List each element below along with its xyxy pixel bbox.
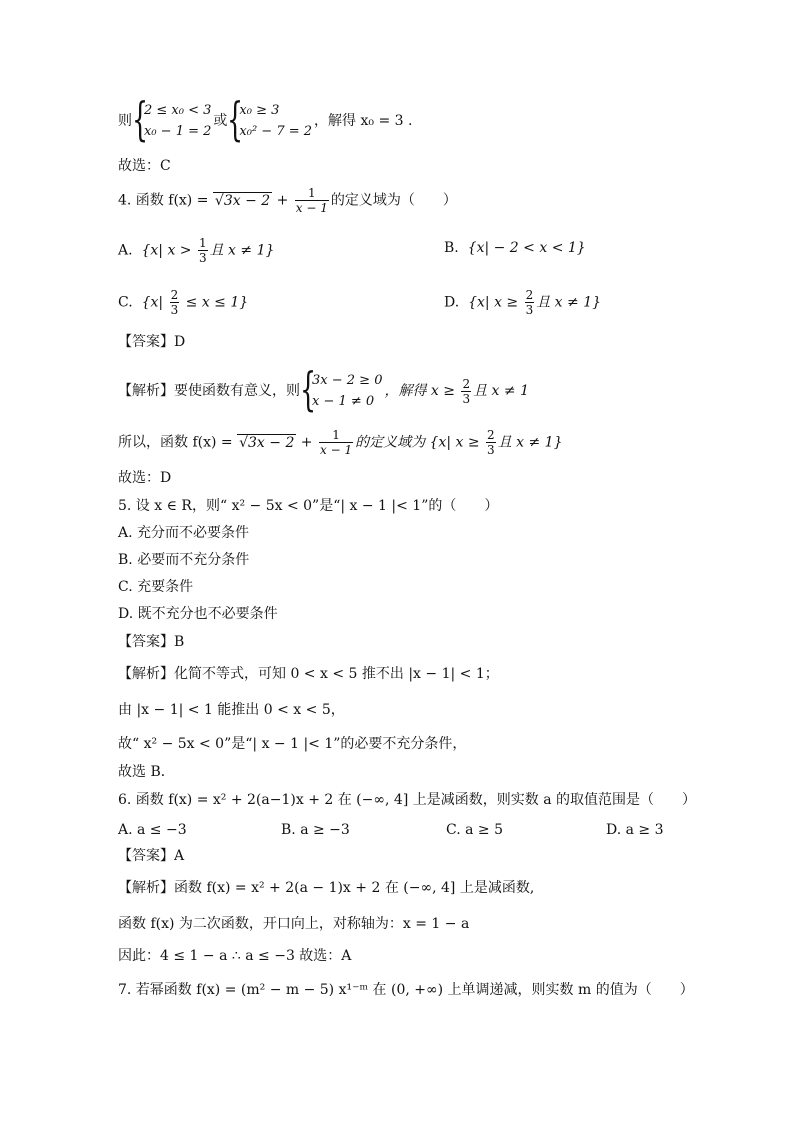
q4-option-a-den: 3 bbox=[198, 251, 207, 265]
q4-answer bbox=[118, 332, 185, 352]
q6-answer-value: A bbox=[174, 848, 185, 864]
q4-option-c-fraction bbox=[170, 288, 180, 317]
q4-analysis bbox=[118, 370, 529, 412]
q4-so-line bbox=[118, 428, 562, 457]
q6-answer-label: 【答案】 bbox=[118, 848, 174, 864]
q4-so-result-den: 3 bbox=[487, 443, 495, 457]
q4-so-pre: 所以，函数 f(x) = bbox=[118, 434, 238, 451]
q4-so-mid: 的定义域为 {x| x ≥ bbox=[355, 434, 485, 451]
q4-option-d-text-2: 且 x ≠ 1} bbox=[536, 294, 602, 311]
system-1-row-2: x₀ − 1 = 2 bbox=[144, 124, 212, 139]
q5-option-b: B. 必要而不充分条件 bbox=[118, 552, 250, 568]
q4-option-d-num: 2 bbox=[525, 288, 534, 302]
q4-so-post: 且 x ≠ 1} bbox=[497, 434, 563, 451]
q4-so-result-num: 2 bbox=[487, 428, 495, 442]
q6-analysis-label: 【解析】 bbox=[118, 880, 174, 896]
q6-analysis-3: 因此：4 ≤ 1 − a ∴ a ≤ −3 故选：A bbox=[118, 948, 352, 964]
q4-final: 故选：D bbox=[118, 470, 172, 486]
q5-option-c: C. 充要条件 bbox=[118, 579, 194, 595]
q4-fraction bbox=[295, 186, 329, 215]
q4-option-a-num: 1 bbox=[198, 236, 207, 250]
q5-stem: 5. 设 x ∈ R，则“ x² − 5x < 0”是“| x − 1 |< 1”的（ ） bbox=[118, 498, 499, 514]
q4-stem bbox=[118, 186, 457, 215]
q4-option-c-text-1: {x| bbox=[141, 294, 168, 311]
system-2-row-2: x₀² − 7 = 2 bbox=[239, 124, 313, 139]
q4-option-d bbox=[444, 288, 601, 317]
q5-analysis-3: 故“ x² − 5x < 0”是“| x − 1 |< 1”的必要不充分条件， bbox=[118, 736, 467, 752]
q4-plus: + bbox=[272, 192, 293, 209]
q4-option-d-label: D. bbox=[444, 294, 460, 311]
q4-analysis-label: 【解析】 bbox=[118, 383, 174, 399]
q6-analysis-1 bbox=[118, 878, 534, 898]
q4-option-c-label: C. bbox=[118, 294, 133, 311]
q4-so-plus: + bbox=[296, 434, 317, 451]
q4-option-d-fraction bbox=[525, 288, 535, 317]
q4-analysis-fraction bbox=[461, 377, 471, 406]
q7-stem: 7. 若幂函数 f(x) = (m² − m − 5) x¹⁻ᵐ 在 (0, +∞) 上单调递减，则实数 m 的值为（ ） bbox=[118, 982, 694, 998]
q6-option-b: B. a ≥ −3 bbox=[281, 822, 350, 838]
q6-analysis-2: 函数 f(x) 为二次函数，开口向上，对称轴为：x = 1 − a bbox=[118, 916, 470, 932]
q4-so-sqrt: √3x − 2 bbox=[239, 434, 295, 451]
q5-answer-value: B bbox=[174, 634, 185, 650]
q6-analysis-text-1: 函数 f(x) = x² + 2(a − 1)x + 2 在 (−∞, 4] 上是减函数, bbox=[174, 880, 535, 896]
q4-stem-suffix: 的定义域为（ ） bbox=[330, 192, 457, 209]
system-1 bbox=[134, 100, 211, 142]
q5-analysis-label: 【解析】 bbox=[118, 666, 174, 682]
q5-answer bbox=[118, 632, 184, 652]
q4-option-b-text: {x| − 2 < x < 1} bbox=[467, 240, 586, 256]
q4-option-a-text-1: {x| x > bbox=[141, 242, 196, 259]
q4-so-sqrt-content: 3x − 2 bbox=[248, 434, 295, 451]
q4-option-a bbox=[118, 236, 274, 265]
q5-analysis-text-1: 化简不等式，可知 0 < x < 5 推不出 |x − 1| < 1； bbox=[174, 666, 499, 682]
q4-analysis-system-row-2: x − 1 ≠ 0 bbox=[312, 394, 375, 409]
q5-option-d: D. 既不充分也不必要条件 bbox=[118, 606, 278, 622]
q4-analysis-system-row-1: { 3x − 2 ≥ 0 bbox=[312, 373, 383, 388]
q4-option-b bbox=[444, 238, 586, 258]
q4-analysis-post: 且 x ≠ 1 bbox=[473, 383, 529, 399]
q4-option-a-fraction bbox=[198, 236, 208, 265]
q4-analysis-pre: 要使函数有意义，则 bbox=[174, 383, 300, 399]
q4-answer-value: D bbox=[174, 334, 186, 350]
q4-analysis-num: 2 bbox=[462, 376, 471, 391]
q6-option-a: A. a ≤ −3 bbox=[118, 822, 187, 838]
q5-answer-label: 【答案】 bbox=[118, 634, 174, 650]
q6-answer bbox=[118, 846, 184, 866]
q4-fraction-num: 1 bbox=[295, 186, 329, 201]
system-2 bbox=[229, 100, 312, 142]
q4-so-den: x − 1 bbox=[320, 443, 353, 457]
q4-option-a-text-2: 且 x ≠ 1} bbox=[209, 242, 275, 259]
top-system-line bbox=[118, 100, 412, 142]
q4-so-fraction bbox=[319, 428, 353, 457]
or-word: 或 bbox=[213, 113, 228, 129]
q6-stem: 6. 函数 f(x) = x² + 2(a−1)x + 2 在 (−∞, 4] 上是减函数，则实数 a 的取值范围是（ ） bbox=[118, 792, 696, 808]
system-1-row-1: { 2 ≤ x₀ < 3 bbox=[144, 103, 212, 118]
q4-option-a-label: A. bbox=[118, 242, 133, 259]
q4-option-d-den: 3 bbox=[525, 303, 534, 317]
q4-sqrt-content: 3x − 2 bbox=[223, 192, 271, 209]
q4-option-b-label: B. bbox=[444, 240, 459, 256]
q5-final: 故选 B． bbox=[118, 764, 175, 780]
answer-c-line: 故选：C bbox=[118, 158, 171, 174]
q4-stem-prefix: 4. 函数 f(x) = bbox=[118, 192, 213, 209]
q4-option-c-den: 3 bbox=[170, 303, 179, 317]
q4-option-c bbox=[118, 288, 248, 317]
q5-analysis-1 bbox=[118, 664, 499, 684]
q4-option-c-num: 2 bbox=[170, 288, 179, 302]
q4-sqrt: √3x − 2 bbox=[214, 192, 271, 209]
q5-analysis-2: 由 |x − 1| < 1 能推出 0 < x < 5， bbox=[118, 702, 345, 718]
top-system-suffix: ，解得 x₀ = 3 . bbox=[314, 113, 413, 129]
system-2-row-1: { x₀ ≥ 3 bbox=[239, 103, 280, 118]
q6-option-d: D. a ≥ 3 bbox=[606, 822, 664, 838]
q4-analysis-mid: ，解得 x ≥ bbox=[384, 383, 460, 399]
q4-analysis-den: 3 bbox=[462, 391, 471, 406]
q5-option-a: A. 充分而不必要条件 bbox=[118, 525, 250, 541]
q4-so-result-fraction bbox=[486, 428, 496, 457]
q4-fraction-den: x − 1 bbox=[295, 201, 328, 215]
q4-so-num: 1 bbox=[319, 428, 353, 443]
q4-option-c-text-2: ≤ x ≤ 1} bbox=[181, 294, 249, 311]
q4-analysis-system bbox=[302, 370, 382, 412]
q4-option-d-text-1: {x| x ≥ bbox=[468, 294, 523, 311]
q4-answer-label: 【答案】 bbox=[118, 334, 174, 350]
top-system-prefix: 则 bbox=[118, 113, 132, 129]
q6-option-c: C. a ≥ 5 bbox=[446, 822, 503, 838]
